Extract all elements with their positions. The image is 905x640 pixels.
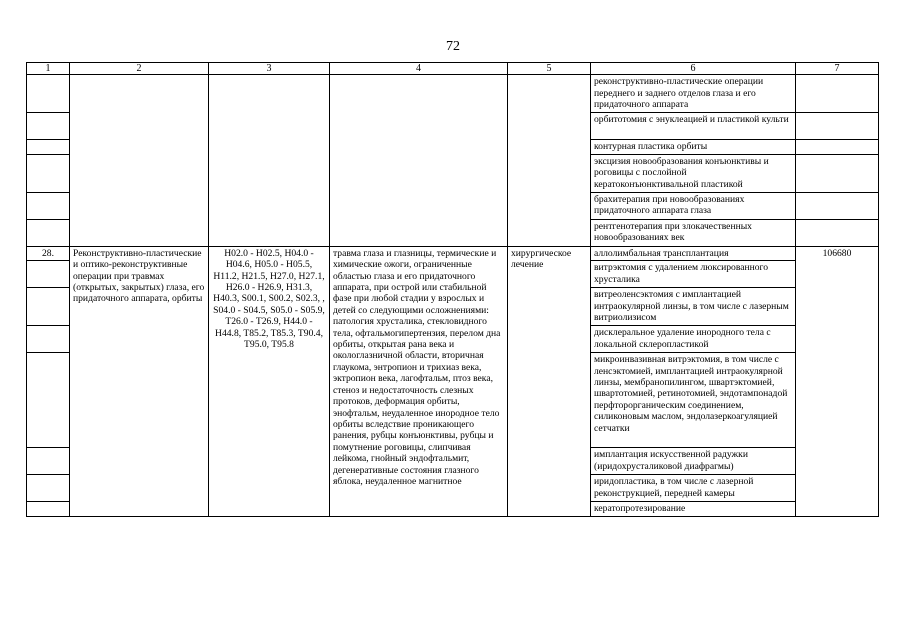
method-cell: аллолимбальная трансплантация [591,246,796,260]
method-cell: рентгенотерапия при злокачественных новообразованиях век [591,219,796,246]
cost-cell [796,154,879,192]
table-row [27,75,879,113]
codes-cell: H02.0 - H02.5, H04.0 - H04.6, H05.0 - H05.5, H11.2, H21.5, H27.0, H27.1, H26.0 - H26.9, H31.3, H40.3, S00.1, S00.2, S02.3, , S04.0 - S04.5, S05.0 - S05.9, T26.0 - T26.9, H44.0 - H44.8, T85.2, T85.3, T90.4, T95.0, T95.8 [209,246,330,516]
number-cell [27,448,70,475]
page-number: 72 [446,39,460,54]
number-cell [27,261,70,288]
number-cell [27,140,70,154]
model-cell [330,75,508,246]
method-cell: дисклеральное удаление инородного тела с локальной склеропластикой [591,326,796,353]
method-cell: эксцизия новообразования конъюнктивы и роговицы с послойной кератоконъюнктивальной пластикой [591,154,796,192]
column-number: 2 [70,63,209,75]
method-cell: имплантация искусственной радужки (иридохрусталиковой диафрагмы) [591,448,796,475]
method-cell: иридопластика, в том числе с лазерной реконструкцией, передней камеры [591,475,796,502]
method-cell: витрэктомия с удалением люксированного хрусталика [591,261,796,288]
cost-cell [796,140,879,154]
treatment-cell: хирургическое лечение [508,246,591,516]
number-cell [27,113,70,140]
cost-cell [796,192,879,219]
number-cell [27,475,70,502]
model-cell: травма глаза и глазницы, термические и химические ожоги, ограниченные областью глаза и его придаточного аппарата, при острой или стабильной фазе при любой стадии у взрослых и детей со следующими осложнениями: патология хрусталика, стекловидного тела, офтальмогипертензия, перелом дна орбиты, открытая рана века и окологлазничной области, вторичная глаукома, энтропион и трихиаз века, эктропион века, лагофтальм, птоз века, стеноз и недостаточность слезных протоков, деформация орбиты, энофтальм, неудаленное инородное тело орбиты вследствие проникающего ранения, рубцы конъюнктивы, рубцы и помутнение роговицы, слипчивая лейкома, гнойный эндофтальмит, дегенеративные состояния глазного яблока, неудаленное магнитное [330,246,508,516]
hmp-table [26,62,879,517]
column-number: 5 [508,63,591,75]
codes-cell [209,75,330,246]
column-number: 7 [796,63,879,75]
number-cell [27,353,70,448]
method-cell: кератопротезирование [591,502,796,516]
number-cell: 28. [27,246,70,260]
treatment-cell [508,75,591,246]
method-cell: брахитерапия при новообразованиях придаточного аппарата глаза [591,192,796,219]
method-cell: микроинвазивная витрэктомия, в том числе с ленсэктомией, имплантацией интраокулярной линзы, мембранопилингом, швартэктомией, швартотомией, ретинотомией, эндотампонадой перфторорганическим соединением, силиконовым маслом, эндолазеркоагуляцией сетчатки [591,353,796,448]
cost-cell [796,113,879,140]
method-cell: витреоленсэктомия с имплантацией интраокулярной линзы, в том числе с лазерным витриолизисом [591,288,796,326]
column-number: 4 [330,63,508,75]
number-cell [27,326,70,353]
column-number-row [27,63,879,75]
cost-cell: 106680 [796,246,879,516]
name-cell [70,75,209,246]
number-cell [27,288,70,326]
table-row [27,246,879,260]
column-number: 6 [591,63,796,75]
number-cell [27,219,70,246]
number-cell [27,502,70,516]
name-cell: Реконструктивно-пластические и оптико-реконструктивные операции при травмах (открытых, закрытых) глаза, его придаточного аппарата, орбиты [70,246,209,516]
cost-cell [796,75,879,113]
number-cell [27,154,70,192]
number-cell [27,192,70,219]
number-cell [27,75,70,113]
method-cell: реконструктивно-пластические операции переднего и заднего отделов глаза и его придаточного аппарата [591,75,796,113]
method-cell: контурная пластика орбиты [591,140,796,154]
cost-cell [796,219,879,246]
column-number: 1 [27,63,70,75]
column-number: 3 [209,63,330,75]
method-cell: орбитотомия с энуклеацией и пластикой культи [591,113,796,140]
